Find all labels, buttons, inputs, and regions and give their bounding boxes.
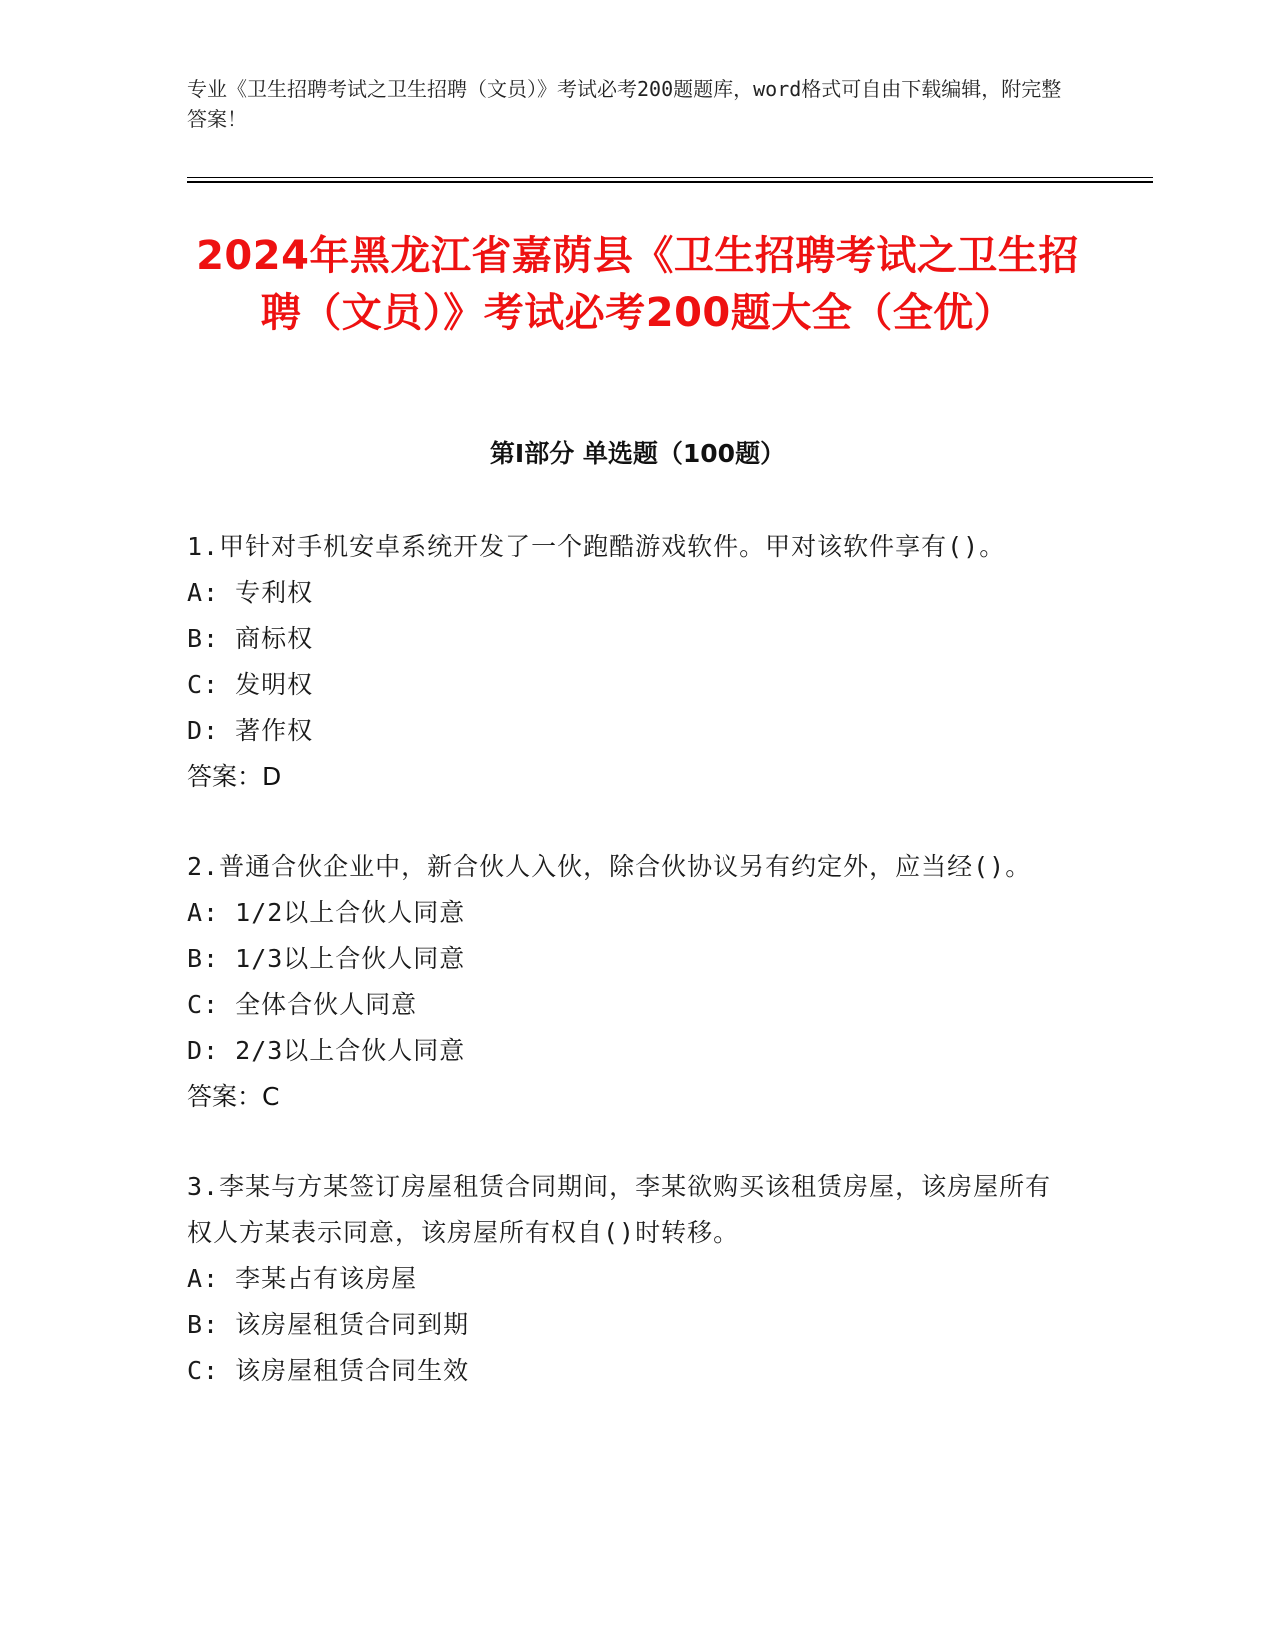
option-d: D: 著作权 xyxy=(187,716,314,745)
option-b: B: 1/3以上合伙人同意 xyxy=(187,944,466,973)
option-a: A: 李某占有该房屋 xyxy=(187,1264,418,1293)
question-list xyxy=(187,524,1067,1438)
document-title: 2024年黑龙江省嘉荫县《卫生招聘考试之卫生招聘（文员）》考试必考200题大全（全优） xyxy=(196,233,1079,336)
option-c: C: 发明权 xyxy=(187,670,314,699)
answer-line: 答案：D xyxy=(187,762,282,791)
header-divider-thin xyxy=(187,177,1153,178)
header-divider-thick xyxy=(187,181,1153,183)
section-title: 第I部分 单选题（100题） xyxy=(489,439,786,468)
question-stem: 1.甲针对手机安卓系统开发了一个跑酷游戏软件。甲对该软件享有()。 xyxy=(187,532,1006,561)
option-c: C: 该房屋租赁合同生效 xyxy=(187,1356,470,1385)
option-d: D: 2/3以上合伙人同意 xyxy=(187,1036,466,1065)
option-a: A: 专利权 xyxy=(187,578,314,607)
option-a: A: 1/2以上合伙人同意 xyxy=(187,898,466,927)
option-b: B: 商标权 xyxy=(187,624,314,653)
option-c: C: 全体合伙人同意 xyxy=(187,990,418,1019)
question-stem: 3.李某与方某签订房屋租赁合同期间，李某欲购买该租赁房屋，该房屋所有权人方某表示同意，该房屋所有权自()时转移。 xyxy=(187,1172,1052,1247)
option-b: B: 该房屋租赁合同到期 xyxy=(187,1310,470,1339)
question-3 xyxy=(187,1164,1067,1394)
question-1 xyxy=(187,524,1067,800)
header-note: 专业《卫生招聘考试之卫生招聘（文员）》考试必考200题题库，word格式可自由下载编辑，附完整答案！ xyxy=(187,77,1062,131)
answer-line: 答案：C xyxy=(187,1082,280,1111)
question-stem: 2.普通合伙企业中，新合伙人入伙，除合伙协议另有约定外，应当经()。 xyxy=(187,852,1032,881)
question-2 xyxy=(187,844,1067,1120)
